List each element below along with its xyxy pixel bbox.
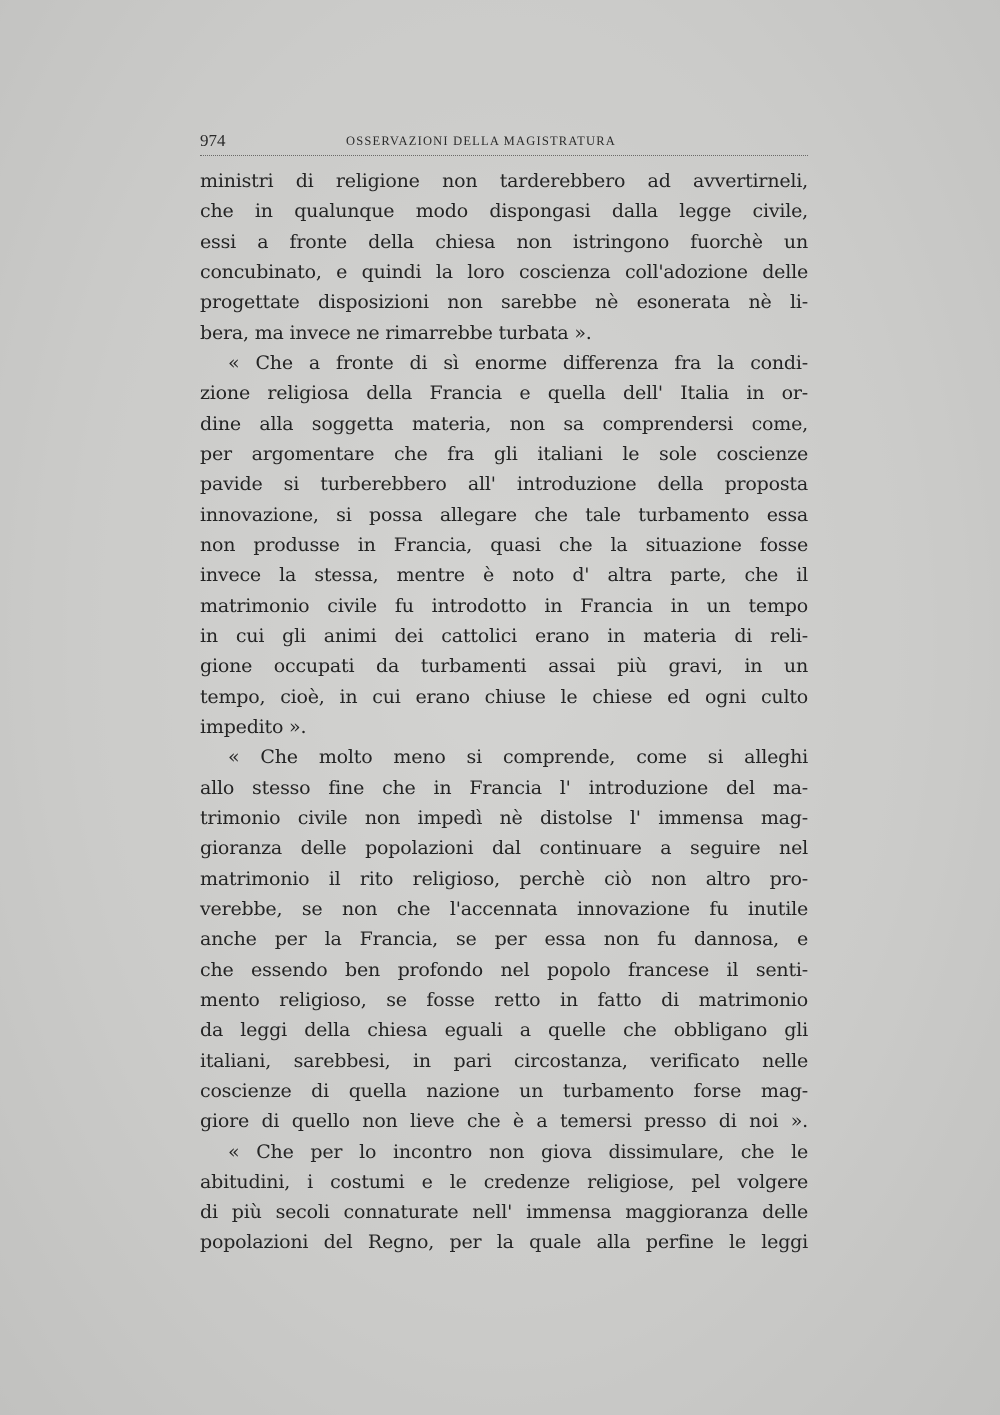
running-head: OSSERVAZIONI DELLA MAGISTRATURA xyxy=(346,134,617,148)
text-line: popolazioni del Regno, per la quale alla perfine le leggi xyxy=(200,1231,808,1254)
text-line: innovazione, si possa allegare che tale turbamento essa xyxy=(200,503,808,526)
text-line: pavide si turberebbero all' introduzione della proposta xyxy=(200,473,808,496)
paragraph-start-line: « Che a fronte di sì enorme differenza fra la condi- xyxy=(228,351,808,374)
text-line: ministri di religione non tarderebbero ad avvertirneli, xyxy=(200,170,808,192)
text-line: anche per la Francia, se per essa non fu dannosa, e xyxy=(200,928,808,951)
text-line: che in qualunque modo dispongasi dalla legge civile, xyxy=(200,200,808,223)
text-line: progettate disposizioni non sarebbe nè esonerata nè li- xyxy=(200,291,808,314)
text-line: di più secoli connaturate nell' immensa maggioranza delle xyxy=(200,1201,808,1224)
text-line: impedito ». xyxy=(200,715,307,738)
text-line: giore di quello non lieve che è a temersi presso di noi ». xyxy=(200,1110,808,1133)
text-line: gioranza delle popolazioni dal continuare a seguire nel xyxy=(200,837,808,860)
text-line: essi a fronte della chiesa non istringono fuorchè un xyxy=(200,230,808,253)
text-line: verebbe, se non che l'accennata innovazione fu inutile xyxy=(200,897,808,920)
text-line: in cui gli animi dei cattolici erano in materia di reli- xyxy=(200,624,808,647)
text-line: italiani, sarebbesi, in pari circostanza, verificato nelle xyxy=(200,1049,808,1072)
text-line: tempo, cioè, in cui erano chiuse le chiese ed ogni culto xyxy=(200,685,808,708)
text-line: concubinato, e quindi la loro coscienza coll'adozione delle xyxy=(200,260,808,283)
text-line: zione religiosa della Francia e quella dell' Italia in or- xyxy=(200,382,808,405)
text-line: invece la stessa, mentre è noto d' altra parte, che il xyxy=(200,564,808,587)
text-line: gione occupati da turbamenti assai più gravi, in un xyxy=(200,655,808,678)
paragraph-start-line: « Che molto meno si comprende, come si alleghi xyxy=(228,746,808,769)
text-line: non produsse in Francia, quasi che la situazione fosse xyxy=(200,533,808,556)
text-line: matrimonio il rito religioso, perchè ciò non altro pro- xyxy=(200,867,808,890)
body-text xyxy=(200,166,808,1258)
text-line: mento religioso, se fosse retto in fatto di matrimonio xyxy=(200,988,808,1011)
page-number: 974 xyxy=(200,131,226,150)
paragraph-start-line: « Che per lo incontro non giova dissimulare, che le xyxy=(228,1140,808,1163)
text-line: da leggi della chiesa eguali a quelle che obbligano gli xyxy=(200,1019,808,1042)
text-line: bera, ma invece ne rimarrebbe turbata ». xyxy=(200,321,592,344)
text-line: per argomentare che fra gli italiani le sole coscienze xyxy=(200,442,808,465)
text-line: trimonio civile non impedì nè distolse l' immensa mag- xyxy=(200,806,808,829)
text-line: coscienze di quella nazione un turbamento forse mag- xyxy=(200,1079,808,1102)
text-line: allo stesso fine che in Francia l' introduzione del ma- xyxy=(200,776,808,799)
text-line: dine alla soggetta materia, non sa comprendersi come, xyxy=(200,412,808,435)
page-header xyxy=(200,127,808,156)
text-line: matrimonio civile fu introdotto in Francia in un tempo xyxy=(200,594,808,617)
text-line: abitudini, i costumi e le credenze religiose, pel volgere xyxy=(200,1170,808,1193)
text-line: che essendo ben profondo nel popolo francese il senti- xyxy=(200,958,808,981)
